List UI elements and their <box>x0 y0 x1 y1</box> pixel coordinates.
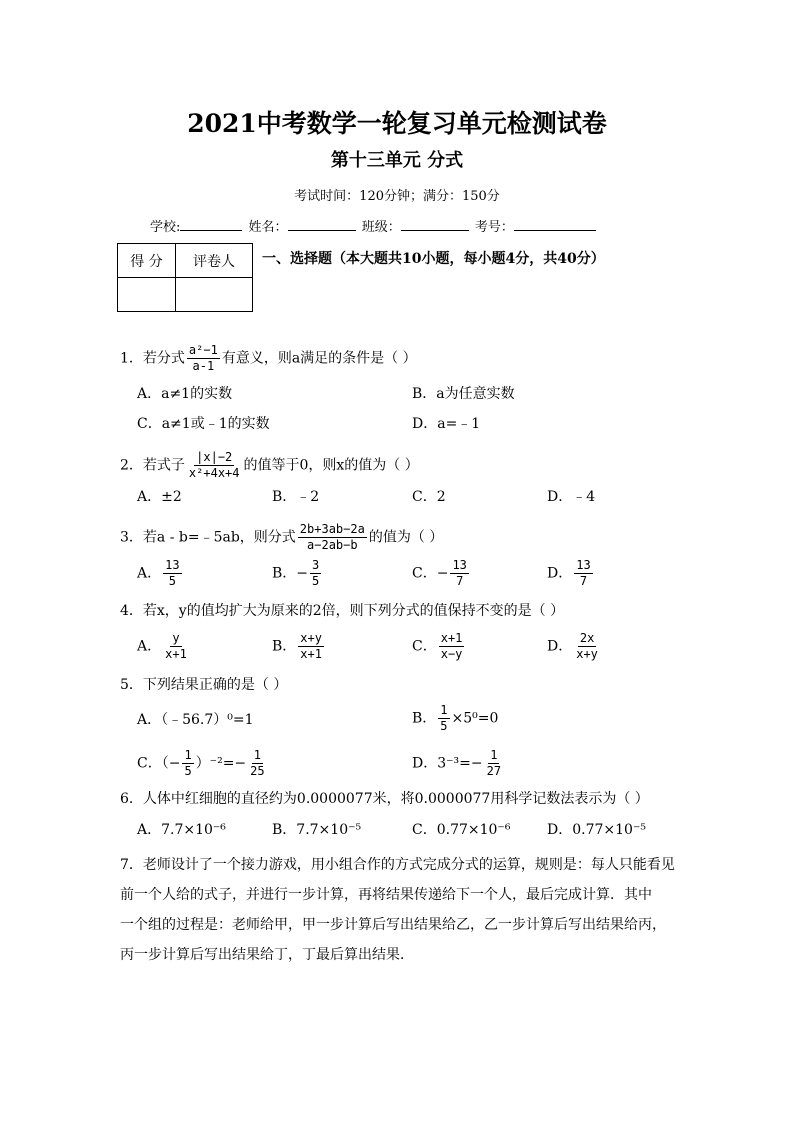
q3-option-c[interactable]: C．− $\frac{13}{7}$ <box>412 558 467 588</box>
question-7 <box>120 850 680 970</box>
q1-option-b[interactable]: B．a为任意实数 <box>412 386 515 402</box>
q3-option-b[interactable]: B．− $\frac{3}{5}$ <box>272 558 320 588</box>
number-label: 考号： <box>474 220 514 235</box>
question-5: 5．下列结果正确的是（ ） <box>120 677 288 693</box>
unit-subtitle: 第十三单元 分式 <box>330 150 464 171</box>
q2-option-b[interactable]: B．﹣2 <box>272 489 320 505</box>
q5-option-d[interactable]: D．3⁻³=− $\frac{1}{27}$ <box>412 748 502 778</box>
q4-option-d[interactable]: D． $\frac{2x}{x+y}$ <box>547 631 598 661</box>
q2-suffix: 的值等于0，则x的值为（ ） <box>243 457 419 474</box>
q3-suffix: 的值为（ ） <box>368 529 444 546</box>
school-label: 学校: <box>150 220 181 235</box>
grader-header: 评卷人 <box>176 244 253 278</box>
exam-info: 考试时间：120分钟；满分：150分 <box>294 189 500 204</box>
q6-option-d[interactable]: D．0.77×10⁻⁵ <box>547 822 646 838</box>
q2-option-a[interactable]: A．±2 <box>137 489 182 505</box>
q4-option-c[interactable]: C． $\frac{x+1}{x-y}$ <box>412 631 463 661</box>
q4-option-a[interactable]: A． $\frac{y}{x+1}$ <box>137 631 187 661</box>
question-3 <box>120 522 443 553</box>
number-blank[interactable] <box>514 218 596 231</box>
section-heading: 一、选择题（本大题共10小题，每小题4分，共40分） <box>262 251 605 267</box>
q7-line-1: 7．老师设计了一个接力游戏，用小组合作的方式完成分式的运算，规则是：每人只能看见 <box>120 857 675 873</box>
q1-fraction: $\frac{\text{a²−1}}{a-1}$ <box>188 343 218 373</box>
q6-option-a[interactable]: A．7.7×10⁻⁶ <box>137 822 226 838</box>
q6-option-c[interactable]: C．0.77×10⁻⁶ <box>412 822 511 838</box>
student-info-fields <box>150 216 598 235</box>
q2-fraction: $\frac{|x|-2}{\text{x²+4x+4}}$ <box>188 450 240 480</box>
q1-option-d[interactable]: D．a=﹣1 <box>412 416 481 432</box>
q1-suffix: 有意义，则a满足的条件是（ ） <box>221 350 417 367</box>
q3-option-a[interactable]: A． $\frac{13}{5}$ <box>137 558 180 588</box>
class-blank[interactable] <box>401 218 469 231</box>
class-label: 班级： <box>361 220 401 235</box>
question-6: 6．人体中红细胞的直径约为0.0000077米，将0.0000077用科学记数法表示为（ ） <box>120 791 649 807</box>
q1-option-c[interactable]: C．a≠1或﹣1的实数 <box>137 416 270 432</box>
q5-option-b[interactable]: B． $\frac{1}{5}$ ×5⁰=0 <box>412 703 499 733</box>
q1-option-a[interactable]: A．a≠1的实数 <box>137 386 233 402</box>
name-blank[interactable] <box>288 218 356 231</box>
q3-fraction: $\frac{2b+3ab-2a}{a-2ab-b}$ <box>299 522 365 552</box>
score-header: 得 分 <box>118 244 176 278</box>
score-cell[interactable] <box>118 278 176 312</box>
q7-line-2: 前一个人给的式子，并进行一步计算，再将结果传递给下一个人，最后完成计算．其中 <box>120 887 652 903</box>
q2-prefix: 2．若式子 <box>120 457 185 474</box>
q6-option-b[interactable]: B．7.7×10⁻⁵ <box>272 822 362 838</box>
name-label: 姓名： <box>248 220 288 235</box>
q3-prefix: 3．若a - b=﹣5ab，则分式 <box>120 529 296 546</box>
school-blank[interactable] <box>180 218 242 231</box>
question-1 <box>120 343 417 374</box>
q4-option-b[interactable]: B． $\frac{x+y}{x+1}$ <box>272 631 322 661</box>
q5-option-a[interactable]: A．（﹣56.7）⁰=1 <box>137 712 254 728</box>
q5-option-c[interactable]: C．（− $\frac{1}{5}$ ）⁻²=− $\frac{1}{25}$ <box>137 748 265 778</box>
q7-line-4: 丙一步计算后写出结果给丁，丁最后算出结果． <box>120 947 414 963</box>
page-title: 2021中考数学一轮复习单元检测试卷 <box>187 109 607 138</box>
q2-option-d[interactable]: D．﹣4 <box>547 489 596 505</box>
grader-cell[interactable] <box>176 278 253 312</box>
q2-option-c[interactable]: C．2 <box>412 489 446 505</box>
q3-option-d[interactable]: D． $\frac{13}{7}$ <box>547 558 591 588</box>
score-table <box>117 243 253 312</box>
q7-line-3: 一个组的过程是：老师给甲，甲一步计算后写出结果给乙，乙一步计算后写出结果给丙， <box>120 917 666 933</box>
q1-prefix: 1．若分式 <box>120 350 185 367</box>
question-2 <box>120 450 419 481</box>
question-4: 4．若x，y的值均扩大为原来的2倍，则下列分式的值保持不变的是（ ） <box>120 603 565 619</box>
